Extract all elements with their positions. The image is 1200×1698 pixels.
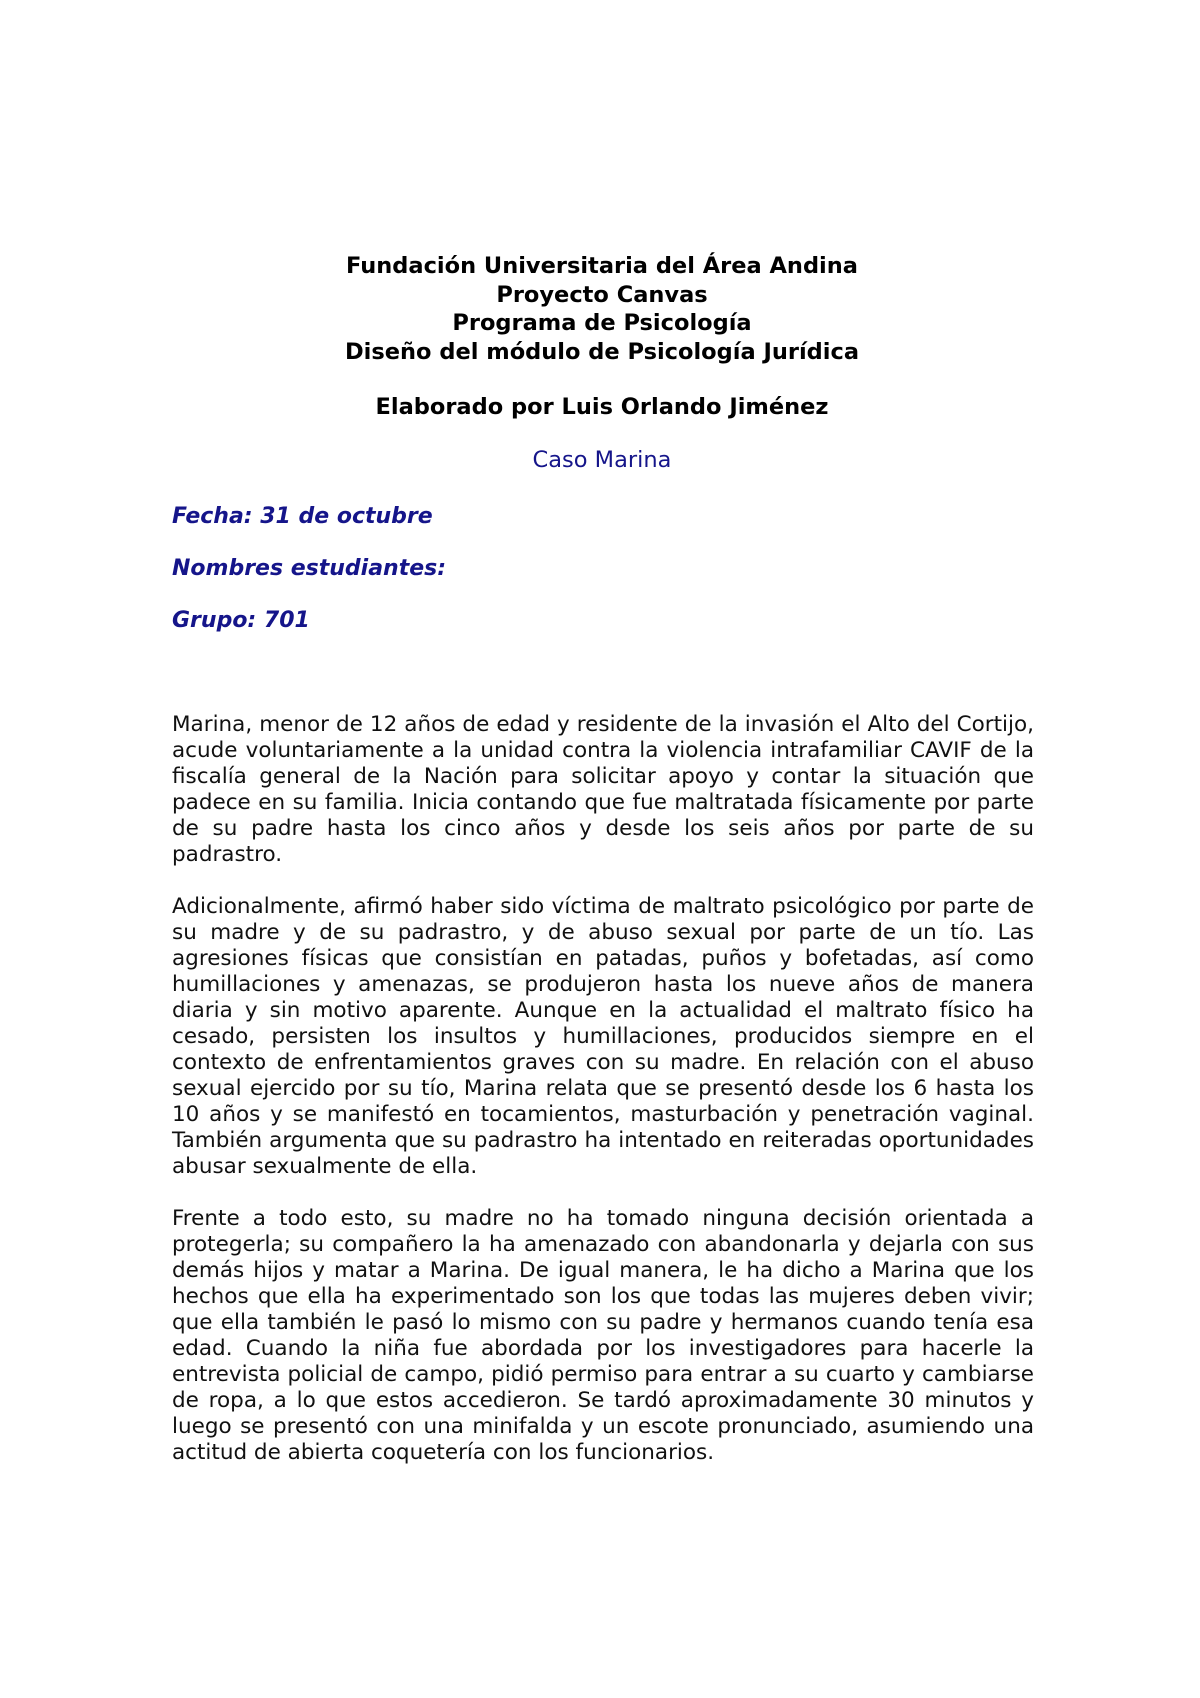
body-paragraph: Frente a todo esto, su madre no ha tomado ninguna decisión orientada a protegerla; su compañero la ha amenazado con abandonarla y dejarla con sus demás hijos y matar a Marina. De igual manera, le ha dicho a Marina que los hechos que ella ha experimentado son los que todas las mujeres deben vivir; que ella también le pasó lo mismo con su padre y hermanos cuando tenía esa edad. Cuando la niña fue abordada por los investigadores para hacerle la entrevista policial de campo, pidió permiso para entrar a su cuarto y cambiarse de ropa, a lo que estos accedieron. Se tardó aproximadamente 30 minutos y luego se presentó con una minifalda y un escote pronunciado, asumiendo una actitud de abierta coquetería con los funcionarios. — [172, 1206, 1034, 1465]
body-paragraph: Adicionalmente, afirmó haber sido víctima de maltrato psicológico por parte de su madre y de su padrastro, y de abuso sexual por parte de un tío. Las agresiones físicas que consistían en patadas, puños y bofetadas, así como humillaciones y amenazas, se produjeron hasta los nueve años de manera diaria y sin motivo aparente. Aunque en la actualidad el maltrato físico ha cesado, persisten los insultos y humillaciones, producidos siempre en el contexto de enfrentamientos graves con su madre. En relación con el abuso sexual ejercido por su tío, Marina relata que se presentó desde los 6 hasta los 10 años y se manifestó en tocamientos, masturbación y penetración vaginal. También argumenta que su padrastro ha intentado en reiteradas oportunidades abusar sexualmente de ella. — [172, 894, 1034, 1179]
body-paragraph: Marina, menor de 12 años de edad y residente de la invasión el Alto del Cortijo, acude voluntariamente a la unidad contra la violencia intrafamiliar CAVIF de la fiscalía general de la Nación para solicitar apoyo y contar la situación que padece en su familia. Inicia contando que fue maltratada físicamente por parte de su padre hasta los cinco años y desde los seis años por parte de su padrastro. — [172, 712, 1034, 867]
meta-block — [172, 503, 1032, 659]
case-title: Caso Marina — [532, 446, 672, 473]
program-title: Programa de Psicología — [452, 310, 752, 336]
institution-title: Fundación Universitaria del Área Andina — [346, 253, 858, 279]
document-header — [172, 252, 1032, 474]
project-title: Proyecto Canvas — [496, 281, 708, 308]
case-body — [172, 712, 1034, 1492]
students-field: Nombres estudiantes: — [172, 556, 447, 581]
author-line: Elaborado por Luis Orlando Jiménez — [375, 394, 829, 420]
group-field: Grupo: 701 — [172, 608, 310, 633]
module-title: Diseño del módulo de Psicología Jurídica — [344, 338, 860, 365]
date-field: Fecha: 31 de octubre — [172, 504, 433, 529]
